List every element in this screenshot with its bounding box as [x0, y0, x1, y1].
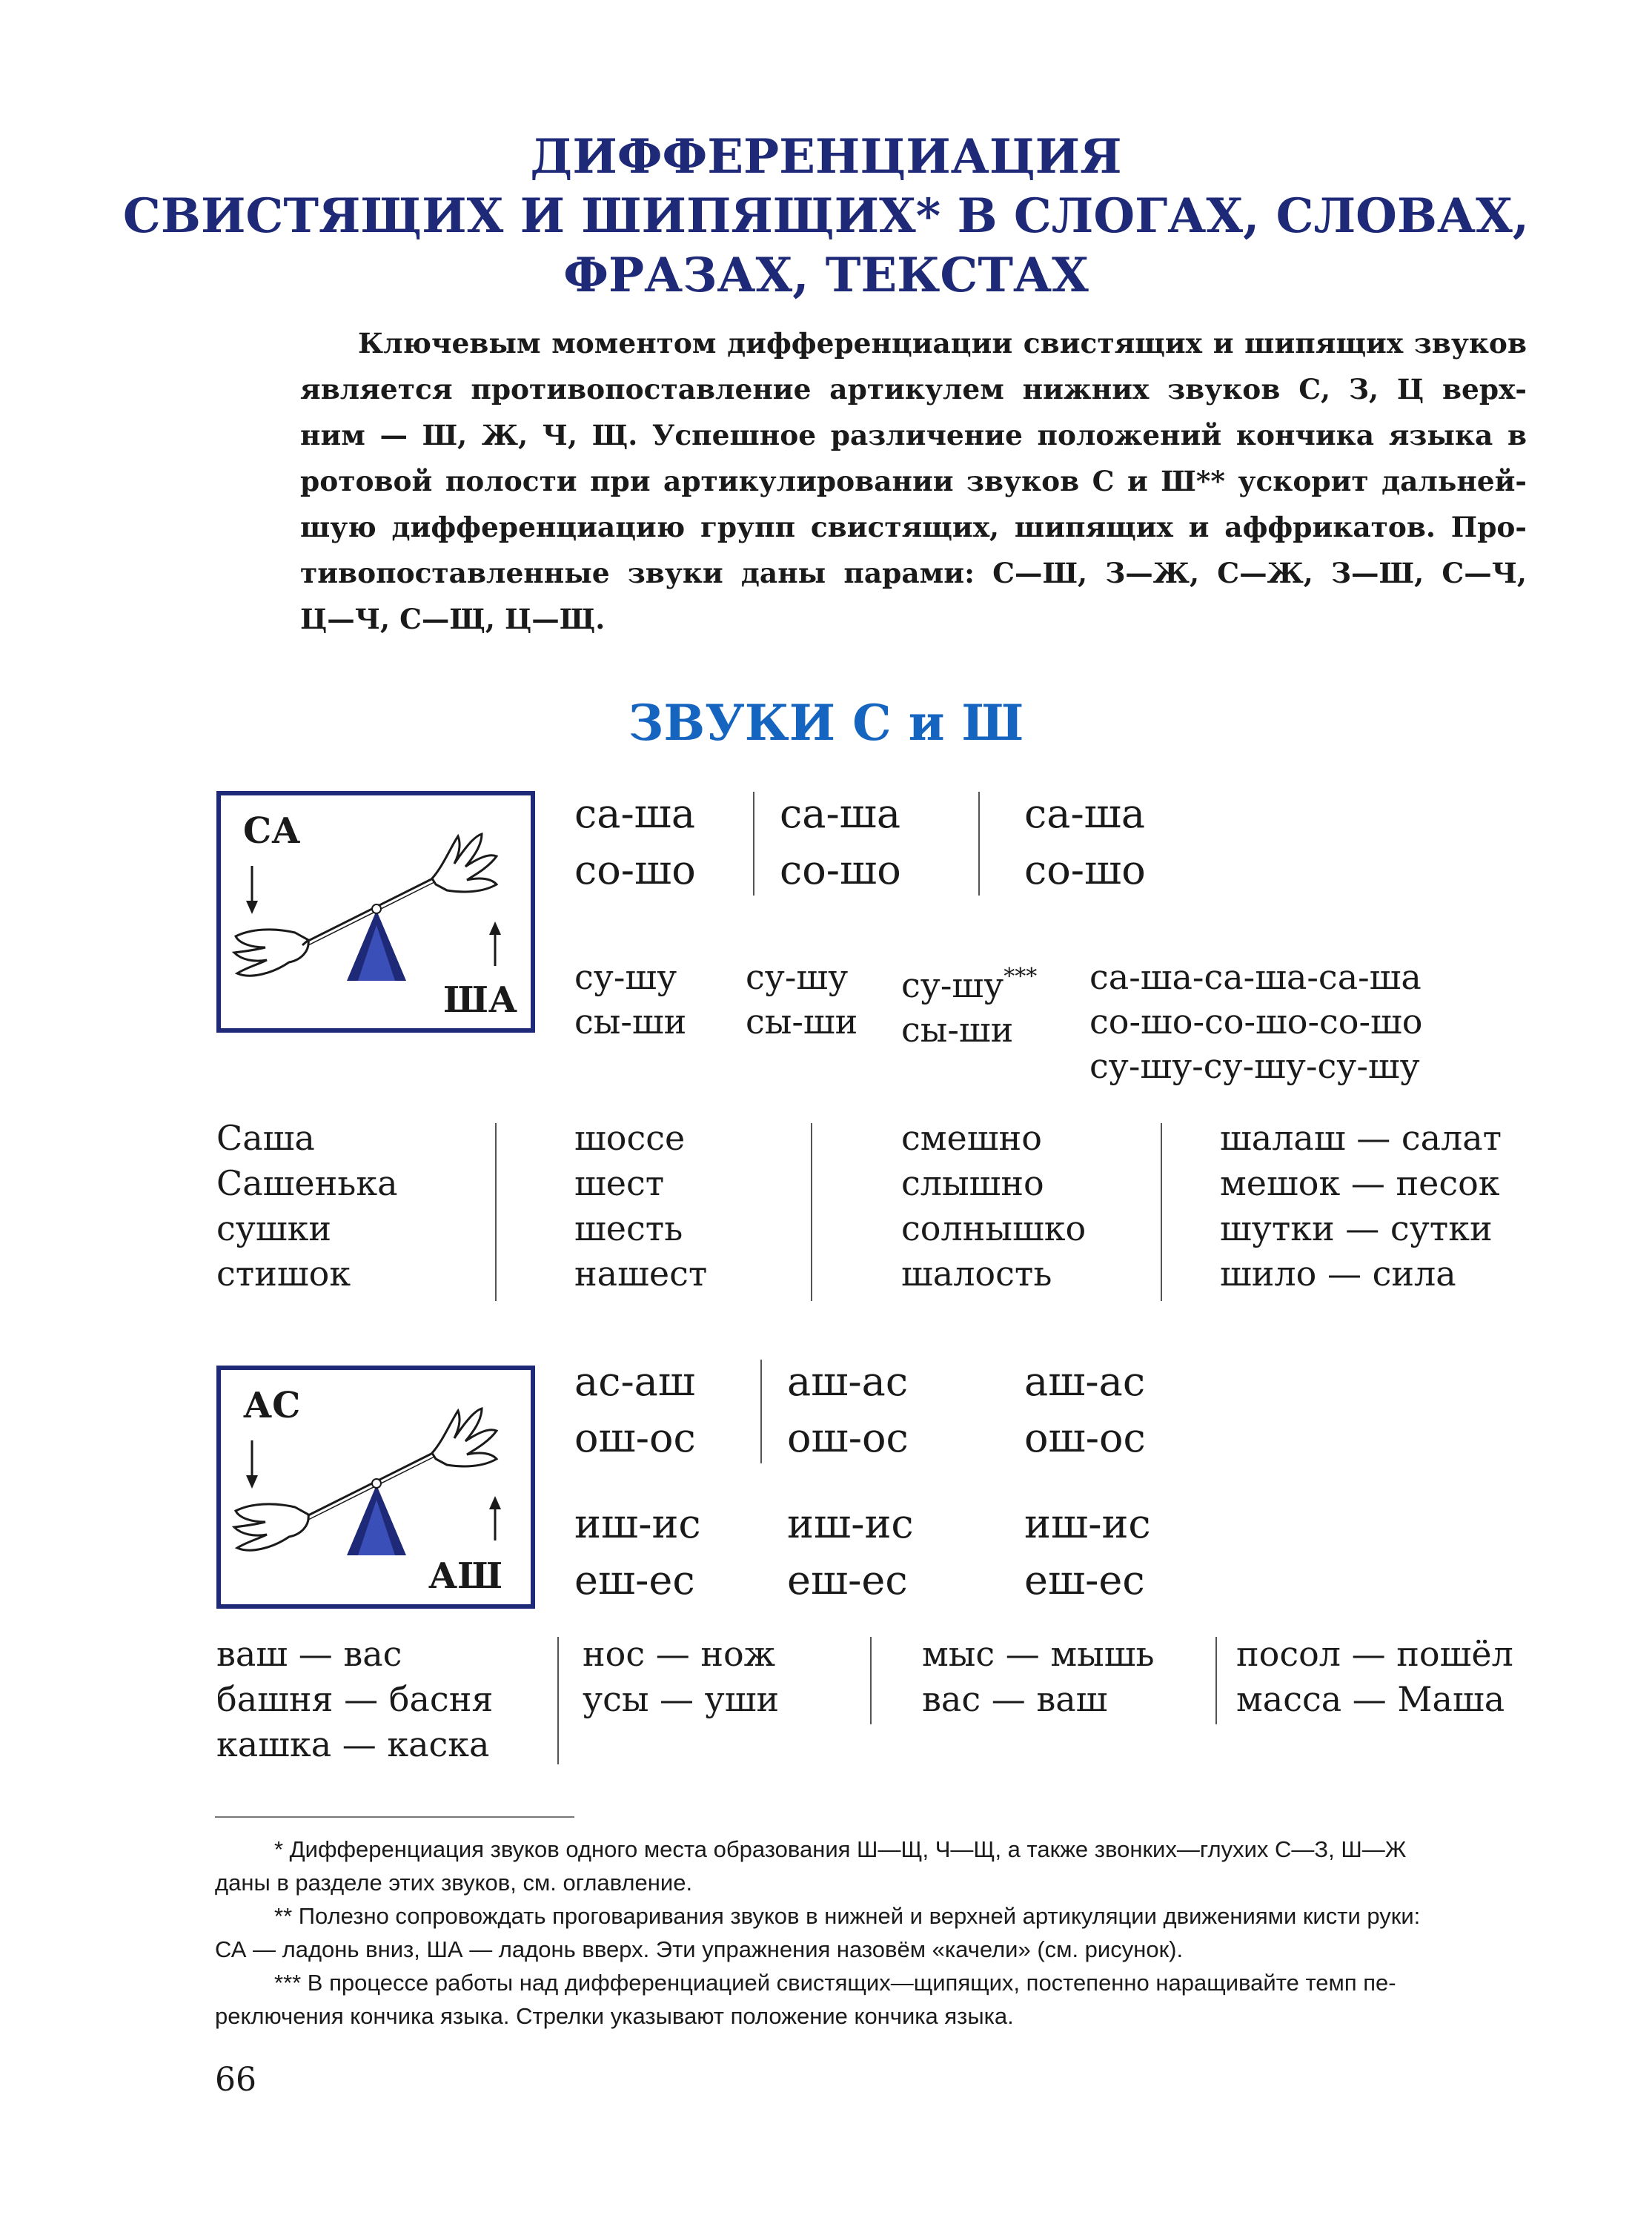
- syllable-chains: [1089, 955, 1422, 1088]
- word-column: [574, 1116, 707, 1297]
- word-column: [922, 1632, 1155, 1722]
- word: нашест: [574, 1254, 708, 1294]
- picture-top-label: АС: [243, 1385, 301, 1426]
- intro-line: ротовой полости при артикулировании звуков С и Ш** ускорит дальней-: [300, 465, 1527, 497]
- picture-bottom-label: ША: [443, 979, 517, 1021]
- title-line-1: ДИФФЕРЕНЦИАЦИЯ: [530, 129, 1122, 185]
- syllable-pair: су-шу сы-ши: [746, 957, 858, 1042]
- word-pair: усы — уши: [583, 1679, 780, 1719]
- word: Саша: [216, 1118, 315, 1158]
- page-title: [0, 128, 1652, 305]
- seesaw-picture-2: [216, 1366, 535, 1609]
- section-subtitle: ЗВУКИ С и Ш: [628, 694, 1024, 752]
- word-column: [1220, 1116, 1502, 1297]
- syllable-pair: су-шу*** сы-ши: [901, 964, 1038, 1050]
- page-number: 66: [215, 2061, 256, 2099]
- word: Сашенька: [216, 1163, 398, 1203]
- chain: со-шо-со-шо-со-шо: [1089, 1002, 1423, 1042]
- word-column: [1236, 1632, 1513, 1722]
- title-line-3: ФРАЗАХ, ТЕКСТАХ: [563, 248, 1089, 303]
- intro-line: ним — Ш, Ж, Ч, Щ. Успешное различение положений кончика языка в: [300, 419, 1527, 451]
- intro-line: Ключевым моментом дифференциации свистящих и шипящих звуков: [358, 327, 1527, 360]
- word-pair: башня — басня: [216, 1679, 494, 1719]
- word: слышно: [901, 1163, 1044, 1203]
- syllable-pair: су-шу сы-ши: [574, 957, 687, 1042]
- word-pair: шутки — сутки: [1220, 1208, 1493, 1248]
- word: шест: [574, 1163, 665, 1203]
- word-pair: ваш — вас: [216, 1634, 402, 1674]
- word-column: [901, 1116, 1086, 1297]
- word-pair: шалаш — салат: [1220, 1118, 1502, 1158]
- word: шоссе: [574, 1118, 686, 1158]
- word-column: [216, 1632, 493, 1767]
- chain: са-ша-са-ша-са-ша: [1089, 957, 1422, 997]
- column-divider: [978, 792, 980, 896]
- footnote-rule: [215, 1816, 574, 1818]
- footnotes: [215, 1833, 1605, 2033]
- word: солнышко: [901, 1208, 1087, 1248]
- syllable-pair: аш-ас ош-ос: [1024, 1358, 1146, 1461]
- column-divider: [760, 1360, 762, 1463]
- intro-line: является противопоставление артикулем нижних звуков С, З, Ц верх-: [300, 373, 1527, 406]
- title-line-2: СВИСТЯЩИХ И ШИПЯЩИХ* В СЛОГАХ, СЛОВАХ,: [122, 188, 1530, 244]
- footnote-line: ** Полезно сопровождать проговаривания звуков в нижней и верхней артикуляции движениями кисти руки:: [274, 1903, 1421, 1929]
- word-pair: шило — сила: [1220, 1254, 1456, 1294]
- column-divider: [1215, 1637, 1217, 1724]
- intro-line: тивопоставленные звуки даны парами: С—Ш, З—Ж, С—Ж, З—Ш, С—Ч,: [300, 557, 1527, 589]
- column-divider: [1161, 1123, 1162, 1301]
- intro-line: шую дифференциацию групп свистящих, шипящих и аффрикатов. Про-: [300, 511, 1527, 543]
- footnote-line: * Дифференциация звуков одного места образования Ш—Щ, Ч—Щ, а также звонких—глухих С—З, Ш—Ж: [274, 1836, 1407, 1862]
- footnote-line: СА — ладонь вниз, ША — ладонь вверх. Эти упражнения назовём «качели» (см. рисунок).: [215, 1936, 1184, 1962]
- intro-paragraph: [300, 320, 1527, 642]
- column-divider: [557, 1637, 559, 1764]
- word-pair: масса — Маша: [1236, 1679, 1505, 1719]
- column-divider: [811, 1123, 812, 1301]
- word-pair: нос — нож: [583, 1634, 776, 1674]
- word: шалость: [901, 1254, 1052, 1294]
- footnote-mark: ***: [1004, 964, 1038, 990]
- syllable-pair: са-ша со-шо: [574, 790, 696, 893]
- syllable-pair: иш-ис еш-ес: [1024, 1500, 1151, 1604]
- word-column: [216, 1116, 398, 1297]
- syllable-pair: иш-ис еш-ес: [574, 1500, 701, 1604]
- column-divider: [870, 1637, 872, 1724]
- syllable-pair: са-ша со-шо: [1024, 790, 1146, 893]
- syllable-pair: са-ша со-шо: [780, 790, 901, 893]
- word-pair: мыс — мышь: [922, 1634, 1155, 1674]
- word-pair: кашка — каска: [216, 1724, 490, 1764]
- word-pair: посол — пошёл: [1236, 1634, 1513, 1674]
- word-pair: вас — ваш: [922, 1679, 1108, 1719]
- word: стишок: [216, 1254, 351, 1294]
- footnote-line: *** В процессе работы над дифференциацией свистящих—щипящих, постепенно наращивайте темп пе-: [274, 1970, 1396, 1996]
- word: сушки: [216, 1208, 332, 1248]
- seesaw-picture-1: [216, 791, 535, 1033]
- chain: су-шу-су-шу-су-шу: [1089, 1046, 1420, 1086]
- intro-line: Ц—Ч, С—Щ, Ц—Щ.: [300, 603, 606, 635]
- column-divider: [753, 792, 754, 896]
- syllable-pair: ас-аш ош-ос: [574, 1358, 696, 1461]
- picture-top-label: СА: [243, 810, 301, 852]
- column-divider: [495, 1123, 497, 1301]
- picture-bottom-label: АШ: [428, 1555, 502, 1597]
- footnote-line: реключения кончика языка. Стрелки указывают положение кончика языка.: [215, 2003, 1014, 2029]
- footnote-line: даны в разделе этих звуков, см. оглавление.: [215, 1870, 693, 1896]
- word: смешно: [901, 1118, 1042, 1158]
- word-column: [583, 1632, 779, 1722]
- word: шесть: [574, 1208, 683, 1248]
- syllable-pair: аш-ас ош-ос: [787, 1358, 909, 1461]
- syllable-pair: иш-ис еш-ес: [787, 1500, 914, 1604]
- word-pair: мешок — песок: [1220, 1163, 1500, 1203]
